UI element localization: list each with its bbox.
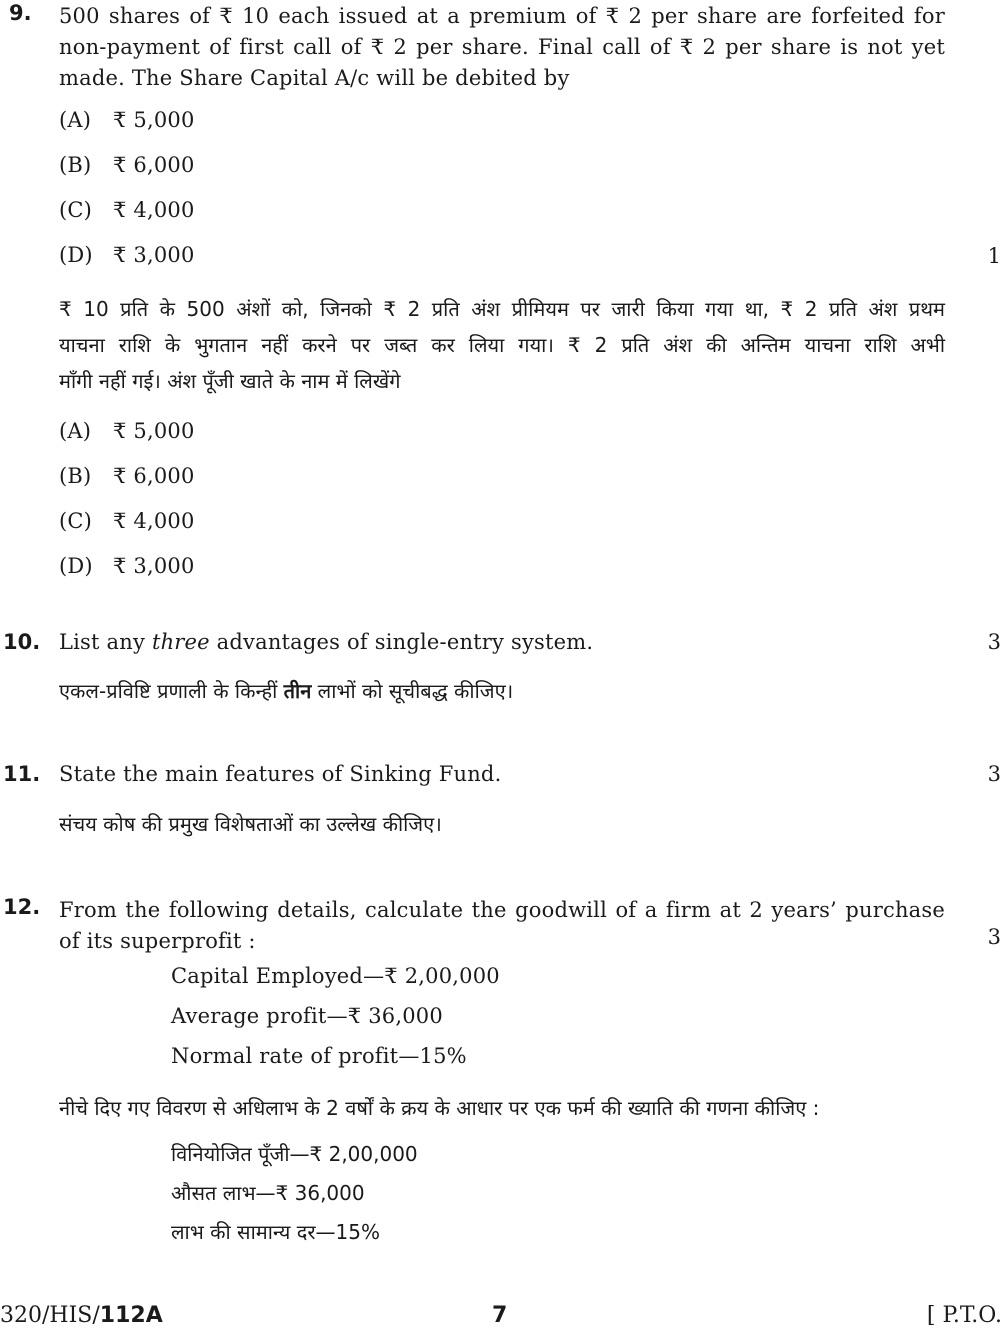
option-text: ₹ 3,000 (113, 554, 195, 578)
details-hindi (171, 1140, 418, 1257)
option-c (59, 509, 195, 554)
option-b (59, 464, 195, 509)
option-text: ₹ 6,000 (113, 153, 195, 177)
page-number: 7 (492, 1303, 508, 1328)
question-number: 11. (3, 762, 41, 786)
question-text-hindi (59, 677, 513, 704)
option-a (59, 419, 195, 464)
text-segment: advantages of single-entry system. (209, 630, 594, 654)
option-d (59, 554, 195, 599)
details-english (171, 964, 500, 1084)
detail-line: लाभ की सामान्य दर—15% (171, 1220, 381, 1244)
option-letter: (B) (59, 153, 92, 177)
text-line: ₹ 10 प्रति के 500 अंशों को, जिनको ₹ 2 प्रति अंश प्रीमियम पर जारी किया गया था, ₹ 2 प्रति अंश प्रथम (59, 297, 945, 321)
bold-text: तीन (283, 679, 312, 703)
option-text: ₹ 5,000 (113, 108, 195, 132)
paper-code-prefix: 320/HIS/ (0, 1303, 100, 1328)
option-a (59, 108, 195, 153)
detail-line: Normal rate of profit—15% (171, 1044, 467, 1068)
question-number: 12. (3, 895, 41, 919)
text-line: of its superprofit : (59, 929, 256, 953)
option-d (59, 243, 195, 288)
text-line: From the following details, calculate the goodwill of a firm at 2 years’ purchase (59, 898, 945, 922)
detail-line: औसत लाभ—₹ 36,000 (171, 1181, 365, 1205)
option-c (59, 198, 195, 243)
option-letter: (B) (59, 464, 92, 488)
text-line: non-payment of first call of ₹ 2 per share. Final call of ₹ 2 per share is not yet (59, 35, 945, 59)
option-text: ₹ 4,000 (113, 198, 195, 222)
text-segment: List any (59, 630, 152, 654)
marks: 3 (987, 630, 1001, 654)
paper-code (0, 1303, 163, 1328)
question-text-hindi: नीचे दिए गए विवरण से अधिलाभ के 2 वर्षों के क्रय के आधार पर एक फर्म की ख्याति की गणना कीजिए : (59, 1096, 820, 1120)
option-letter: (A) (59, 108, 92, 132)
question-text-hindi (59, 291, 945, 399)
question-number: 9. (9, 1, 32, 25)
text-line: 500 shares of ₹ 10 each issued at a premium of ₹ 2 per share are forfeited for (59, 4, 945, 28)
question-text-english: State the main features of Sinking Fund. (59, 762, 502, 786)
option-letter: (C) (59, 509, 93, 533)
question-text-english (59, 1, 945, 94)
emphasis-text: three (151, 630, 210, 654)
option-text: ₹ 5,000 (113, 419, 195, 443)
question-number: 10. (3, 630, 41, 654)
options-english (59, 108, 195, 288)
detail-line: विनियोजित पूँजी—₹ 2,00,000 (171, 1142, 418, 1166)
text-segment: लाभों को सूचीबद्ध कीजिए। (311, 679, 514, 703)
option-text: ₹ 6,000 (113, 464, 195, 488)
marks: 3 (987, 925, 1001, 949)
text-line: माँगी नहीं गई। अंश पूँजी खाते के नाम में लिखेंगे (59, 369, 401, 393)
detail-line: Capital Employed—₹ 2,00,000 (171, 964, 500, 988)
please-turn-over: [ P.T.O. (926, 1303, 1002, 1328)
option-b (59, 153, 195, 198)
text-line: याचना राशि के भुगतान नहीं करने पर जब्त कर लिया गया। ₹ 2 प्रति अंश की अन्तिम याचना राशि अभी (59, 333, 945, 357)
detail-line: Average profit—₹ 36,000 (171, 1004, 443, 1028)
option-text: ₹ 4,000 (113, 509, 195, 533)
text-line: made. The Share Capital A/c will be debited by (59, 66, 570, 90)
option-letter: (C) (59, 198, 93, 222)
question-text-english (59, 895, 945, 957)
paper-code-number: 112A (99, 1303, 163, 1328)
text-segment: एकल-प्रविष्टि प्रणाली के किन्हीं (59, 679, 284, 703)
question-text-english (59, 630, 593, 654)
option-text: ₹ 3,000 (113, 243, 195, 267)
options-hindi (59, 419, 195, 599)
option-letter: (D) (59, 554, 93, 578)
option-letter: (A) (59, 419, 92, 443)
marks: 3 (987, 762, 1001, 786)
question-text-hindi: संचय कोष की प्रमुख विशेषताओं का उल्लेख कीजिए। (59, 812, 442, 836)
marks: 1 (987, 244, 1001, 268)
option-letter: (D) (59, 243, 93, 267)
